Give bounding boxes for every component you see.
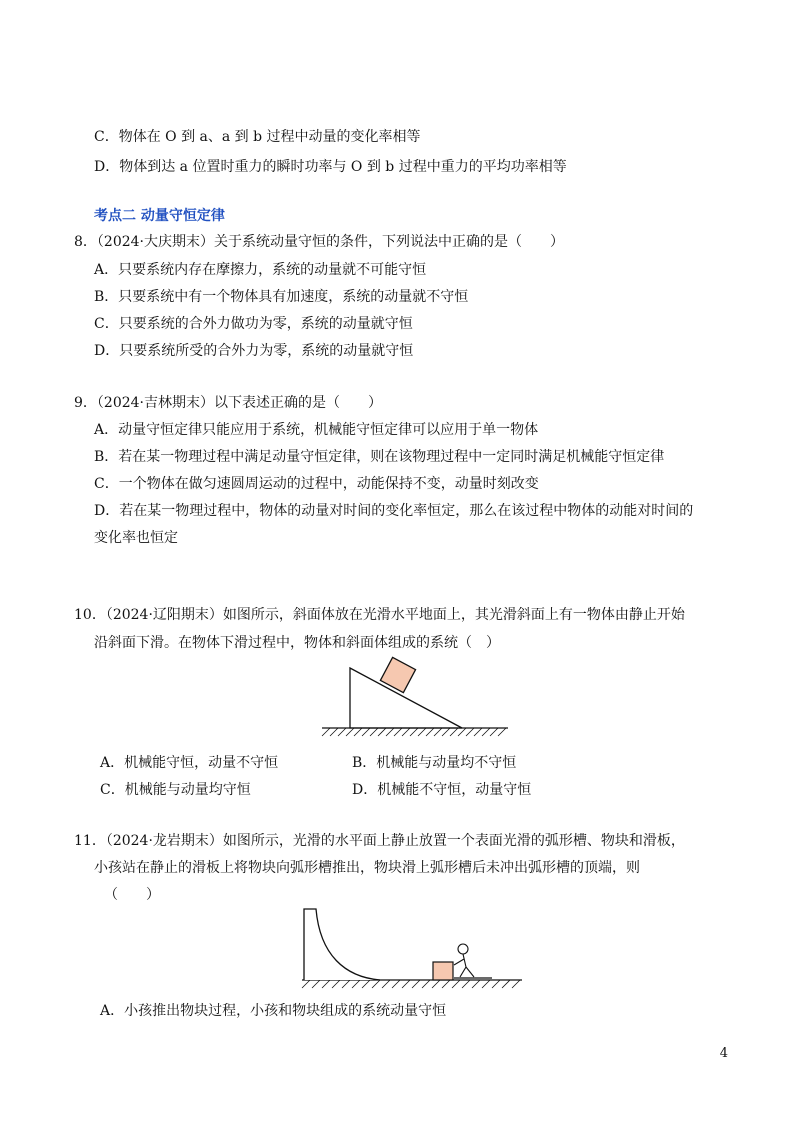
q8-option-d: D．只要系统所受的合外力为零，系统的动量就守恒 [94,343,414,359]
q9-option-a: A．动量守恒定律只能应用于系统，机械能守恒定律可以应用于单一物体 [94,422,539,438]
q11-arc-trough-figure [300,905,530,995]
q9-option-d-cont: 变化率也恒定 [94,530,178,546]
child-figure [454,944,474,977]
q10-option-a: A．机械能守恒，动量不守恒 [100,755,279,771]
q7-option-d: D．物体到达 a 位置时重力的瞬时功率与 O 到 b 过程中重力的平均功率相等 [94,159,567,175]
q9-option-d: D．若在某一物理过程中，物体的动量对时间的变化率恒定，那么在该过程中物体的动能对时间的 [94,503,694,519]
q10-option-b: B．机械能与动量均不守恒 [352,755,517,771]
q11-option-a: A．小孩推出物块过程，小孩和物块组成的系统动量守恒 [100,1003,447,1019]
ground-hatching [322,728,506,736]
q9-option-c: C．一个物体在做匀速圆周运动的过程中，动能保持不变，动量时刻改变 [94,476,539,492]
q9-stem: 9．（2024·吉林期末）以下表述正确的是（ ） [74,395,382,411]
page-number: 4 [719,1046,728,1061]
q7-option-c: C．物体在 O 到 a、a 到 b 过程中动量的变化率相等 [94,129,421,145]
q10-stem-line1: 10．（2024·辽阳期末）如图所示，斜面体放在光滑水平地面上，其光滑斜面上有一物体由静止开始 [74,607,685,623]
q11-stem-line2: 小孩站在静止的滑板上将物块向弧形槽推出，物块滑上弧形槽后未冲出弧形槽的顶端，则 [94,860,640,876]
q11-stem-line1: 11．（2024·龙岩期末）如图所示，光滑的水平面上静止放置一个表面光滑的弧形槽、物块和滑板， [74,833,685,849]
section-heading: 考点二 动量守恒定律 [94,208,225,224]
q10-option-d: D．机械能不守恒，动量守恒 [352,782,532,798]
q8-option-a: A．只要系统内存在摩擦力，系统的动量就不可能守恒 [94,262,427,278]
arc-trough [304,909,380,980]
q11-stem-line3: （ ） [104,887,160,903]
q10-option-c: C．机械能与动量均守恒 [100,782,251,798]
q8-option-c: C．只要系统的合外力做功为零，系统的动量就守恒 [94,316,413,332]
push-block [433,962,453,980]
q8-option-b: B．只要系统中有一个物体具有加速度，系统的动量就不守恒 [94,289,469,305]
ground-hatching [302,980,520,988]
q10-stem-line2: 沿斜面下滑。在物体下滑过程中，物体和斜面体组成的系统（ ） [94,635,500,651]
q9-option-b: B．若在某一物理过程中满足动量守恒定律，则在该物理过程中一定同时满足机械能守恒定律 [94,449,665,465]
q10-incline-figure [320,658,510,744]
q8-stem: 8．（2024·大庆期末）关于系统动量守恒的条件，下列说法中正确的是（ ） [74,234,564,250]
